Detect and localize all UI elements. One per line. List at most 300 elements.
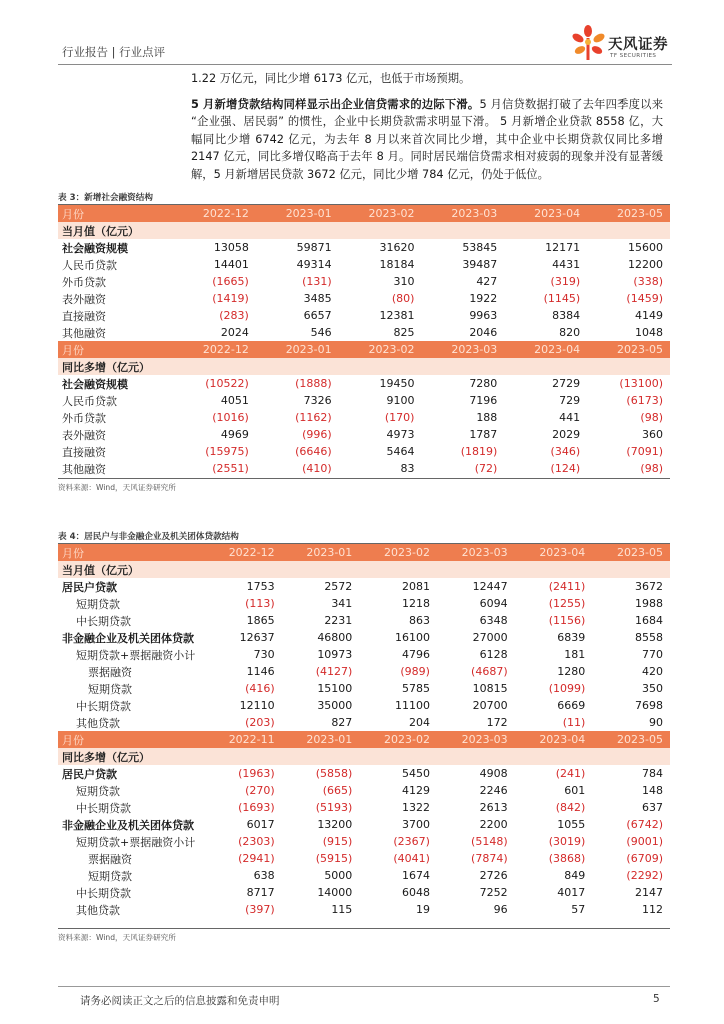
value-cell: 1674 <box>401 869 430 882</box>
paragraph-lead: 5 月新增贷款结构同样显示出企业信贷需求的边际下滑。 <box>191 98 480 111</box>
table-row <box>58 324 670 341</box>
value-cell: 5785 <box>401 682 430 695</box>
value-cell: 1922 <box>469 292 498 305</box>
table-row <box>58 239 670 256</box>
value-cell: 6657 <box>303 309 332 322</box>
header-period-cell: 2023-01 <box>256 205 339 222</box>
value-cell: (1145) <box>543 292 581 305</box>
value-cell: 14000 <box>317 886 353 899</box>
value-cell: 12171 <box>545 241 581 254</box>
value-cell: 1055 <box>557 818 586 831</box>
value-cell: 96 <box>493 903 508 916</box>
value-cell: 825 <box>393 326 415 339</box>
row-label: 外币贷款 <box>62 275 106 289</box>
value-cell: (5858) <box>315 767 353 780</box>
value-cell: 6017 <box>246 818 275 831</box>
value-cell: 8558 <box>635 631 663 644</box>
row-label: 短期贷款 <box>88 869 132 883</box>
value-cell: 6348 <box>479 614 508 627</box>
table-row <box>58 290 670 307</box>
table-row <box>58 426 670 443</box>
value-cell: (124) <box>550 462 581 475</box>
value-cell: 39487 <box>462 258 498 271</box>
paragraph-body: 5 月信贷数据打破了去年四季度以来 “企业强、居民弱” 的惯性，企业中长期贷款需求明显下滑。 5 月新增企业贷款 8558 亿，大幅同比少增 6742 亿元，为去年 8 月以来首次同比少增，其中企业中长期贷款仅同比多增 2147 亿元，同比多增仅略高于去年 8 月。同时居民端信贷需求相对疲弱的现象并没有显著缓解，5 月新增居民贷款 3672 亿元，同比少增 784 亿元，仍处于低位。 <box>191 98 664 181</box>
value-cell: (7874) <box>471 852 508 865</box>
value-cell: 6094 <box>479 597 508 610</box>
company-logo <box>568 24 688 66</box>
value-cell: (2367) <box>393 835 430 848</box>
value-cell: 729 <box>559 394 581 407</box>
header-label-cell: 月份 <box>58 731 204 748</box>
logo-flower-icon <box>568 24 608 66</box>
value-cell: 1048 <box>635 326 663 339</box>
header-label-cell: 月份 <box>58 544 204 561</box>
value-cell: 15100 <box>317 682 353 695</box>
value-cell: (1459) <box>626 292 663 305</box>
section-title: 当月值（亿元） <box>58 561 670 578</box>
value-cell: 9963 <box>469 309 498 322</box>
table-row <box>58 816 670 833</box>
row-label: 居民户贷款 <box>62 767 117 781</box>
value-cell: (80) <box>391 292 415 305</box>
value-cell: 4129 <box>401 784 430 797</box>
footer-disclaimer: 请务必阅读正文之后的信息披露和免责申明 <box>80 995 280 1007</box>
header-label-cell: 月份 <box>58 341 173 358</box>
table-row <box>58 799 670 816</box>
value-cell: (842) <box>555 801 586 814</box>
section-header-row <box>58 748 670 765</box>
footer-divider <box>58 986 670 987</box>
value-cell: 112 <box>642 903 663 916</box>
value-cell: 3485 <box>303 292 332 305</box>
body-paragraph-1: 1.22 万亿元，同比少增 6173 亿元，也低于市场预期。 <box>191 72 471 85</box>
value-cell: 310 <box>393 275 415 288</box>
table-row <box>58 307 670 324</box>
value-cell: 2613 <box>479 801 508 814</box>
value-cell: 546 <box>310 326 332 339</box>
value-cell: (1099) <box>548 682 586 695</box>
value-cell: (1665) <box>212 275 249 288</box>
value-cell: (11) <box>562 716 586 729</box>
value-cell: (3019) <box>548 835 586 848</box>
header-period-cell: 2023-04 <box>515 544 593 561</box>
row-label: 中长期贷款 <box>76 886 131 900</box>
header-period-cell: 2022-11 <box>204 731 282 748</box>
value-cell: 6669 <box>557 699 586 712</box>
value-cell: 181 <box>564 648 586 661</box>
table4-source: 资料来源：Wind，天风证券研究所 <box>58 933 176 942</box>
value-cell: 1865 <box>246 614 275 627</box>
value-cell: 19 <box>415 903 430 916</box>
row-label: 短期贷款 <box>76 597 120 611</box>
value-cell: 12381 <box>379 309 415 322</box>
row-label: 其他贷款 <box>76 716 120 730</box>
value-cell: 350 <box>642 682 663 695</box>
row-label: 直接融资 <box>62 445 106 459</box>
value-cell: (6742) <box>626 818 663 831</box>
body-paragraph-2 <box>191 96 663 183</box>
table-row <box>58 375 670 392</box>
report-category: 行业报告 | 行业点评 <box>62 45 166 59</box>
section-header-row <box>58 561 670 578</box>
value-cell: 1684 <box>635 614 663 627</box>
value-cell: 638 <box>253 869 275 882</box>
header-period-cell: 2023-01 <box>282 544 360 561</box>
value-cell: (319) <box>550 275 581 288</box>
value-cell: (1693) <box>238 801 275 814</box>
row-label: 短期贷款+票据融资小计 <box>76 648 196 662</box>
row-label: 表外融资 <box>62 428 106 442</box>
section-title: 同比多增（亿元） <box>58 358 670 375</box>
row-label: 社会融资规模 <box>62 241 128 255</box>
row-label: 非金融企业及机关团体贷款 <box>62 631 194 645</box>
table-row <box>58 680 670 697</box>
value-cell: 784 <box>642 767 663 780</box>
row-label: 短期贷款 <box>88 682 132 696</box>
value-cell: 2726 <box>479 869 508 882</box>
value-cell: (241) <box>555 767 586 780</box>
table-row <box>58 578 670 595</box>
value-cell: 2147 <box>635 886 663 899</box>
value-cell: (1156) <box>548 614 586 627</box>
value-cell: 13058 <box>213 241 249 254</box>
value-cell: (15975) <box>205 445 249 458</box>
value-cell: 18184 <box>379 258 415 271</box>
value-cell: (1255) <box>548 597 586 610</box>
value-cell: (338) <box>633 275 663 288</box>
value-cell: 5450 <box>401 767 430 780</box>
table-row <box>58 765 670 782</box>
value-cell: 427 <box>476 275 498 288</box>
value-cell: (170) <box>384 411 415 424</box>
value-cell: (1819) <box>460 445 498 458</box>
table-row <box>58 443 670 460</box>
value-cell: (996) <box>302 428 332 441</box>
value-cell: 53845 <box>462 241 498 254</box>
row-label: 短期贷款+票据融资小计 <box>76 835 196 849</box>
table3-source: 资料来源：Wind，天风证券研究所 <box>58 483 176 492</box>
value-cell: (346) <box>550 445 581 458</box>
section-title: 当月值（亿元） <box>58 222 670 239</box>
header-period-cell: 2023-01 <box>256 341 339 358</box>
value-cell: 12637 <box>239 631 275 644</box>
value-cell: 90 <box>649 716 663 729</box>
value-cell: (410) <box>302 462 332 475</box>
value-cell: 3672 <box>635 580 663 593</box>
value-cell: 849 <box>564 869 586 882</box>
table-row <box>58 714 670 731</box>
value-cell: 360 <box>642 428 663 441</box>
table-row <box>58 833 670 850</box>
header-period-cell: 2023-05 <box>592 731 670 748</box>
value-cell: (270) <box>245 784 275 797</box>
page-number: 5 <box>653 993 660 1005</box>
value-cell: 27000 <box>472 631 508 644</box>
value-cell: 4973 <box>386 428 415 441</box>
value-cell: (13100) <box>619 377 663 390</box>
table3-caption: 表 3：新增社会融资结构 <box>58 193 153 203</box>
table4-bottom-rule <box>58 928 670 929</box>
value-cell: 6839 <box>557 631 586 644</box>
table-row <box>58 850 670 867</box>
row-label: 中长期贷款 <box>76 614 131 628</box>
value-cell: 341 <box>331 597 353 610</box>
value-cell: 2231 <box>324 614 353 627</box>
value-cell: 1322 <box>401 801 430 814</box>
table-header-row <box>58 205 670 222</box>
value-cell: 4969 <box>220 428 249 441</box>
value-cell: 7196 <box>469 394 498 407</box>
value-cell: (5193) <box>315 801 353 814</box>
value-cell: 83 <box>400 462 415 475</box>
value-cell: (203) <box>245 716 275 729</box>
section-title: 同比多增（亿元） <box>58 748 670 765</box>
value-cell: 1787 <box>469 428 498 441</box>
value-cell: 204 <box>408 716 430 729</box>
value-cell: 2081 <box>401 580 430 593</box>
value-cell: 420 <box>642 665 663 678</box>
value-cell: 441 <box>559 411 581 424</box>
header-period-cell: 2023-04 <box>504 205 587 222</box>
header-period-cell: 2023-02 <box>339 205 422 222</box>
section-header-row <box>58 222 670 239</box>
table-row <box>58 782 670 799</box>
logo-subtext: TF SECURITIES <box>610 53 657 59</box>
table-row <box>58 612 670 629</box>
value-cell: (665) <box>322 784 353 797</box>
table-row <box>58 256 670 273</box>
table-row <box>58 409 670 426</box>
table-row <box>58 867 670 884</box>
value-cell: (113) <box>245 597 275 610</box>
value-cell: 10815 <box>472 682 508 695</box>
header-period-cell: 2023-02 <box>339 341 422 358</box>
header-period-cell: 2022-12 <box>204 544 282 561</box>
value-cell: 4796 <box>401 648 430 661</box>
row-label: 人民币贷款 <box>62 258 117 272</box>
header-period-cell: 2023-03 <box>437 544 515 561</box>
value-cell: (6646) <box>295 445 332 458</box>
value-cell: 730 <box>253 648 275 661</box>
value-cell: 6048 <box>401 886 430 899</box>
table3-bottom-rule <box>58 478 670 479</box>
header-period-cell: 2023-04 <box>504 341 587 358</box>
value-cell: 2046 <box>469 326 498 339</box>
value-cell: 12200 <box>628 258 663 271</box>
header-period-cell: 2022-12 <box>173 205 256 222</box>
value-cell: (416) <box>245 682 275 695</box>
value-cell: 7326 <box>303 394 332 407</box>
value-cell: 637 <box>642 801 663 814</box>
table-header-row <box>58 731 670 748</box>
value-cell: 2029 <box>552 428 581 441</box>
value-cell: 2729 <box>552 377 581 390</box>
row-label: 中长期贷款 <box>76 699 131 713</box>
value-cell: 601 <box>564 784 586 797</box>
header-label-cell: 月份 <box>58 205 173 222</box>
value-cell: (3868) <box>548 852 586 865</box>
header-period-cell: 2023-03 <box>421 341 504 358</box>
row-label: 社会融资规模 <box>62 377 128 391</box>
header-period-cell: 2023-05 <box>587 205 670 222</box>
value-cell: 863 <box>408 614 430 627</box>
header-period-cell: 2023-03 <box>421 205 504 222</box>
value-cell: 10973 <box>317 648 353 661</box>
table-row <box>58 629 670 646</box>
value-cell: (2303) <box>238 835 275 848</box>
row-label: 外币贷款 <box>62 411 106 425</box>
social-financing-table <box>58 205 670 477</box>
value-cell: 7252 <box>479 886 508 899</box>
header-period-cell: 2022-12 <box>173 341 256 358</box>
value-cell: 2572 <box>324 580 353 593</box>
value-cell: 2200 <box>479 818 508 831</box>
table-row <box>58 460 670 477</box>
value-cell: (2551) <box>212 462 249 475</box>
value-cell: 770 <box>642 648 663 661</box>
value-cell: (9001) <box>626 835 663 848</box>
value-cell: 8384 <box>552 309 581 322</box>
header-period-cell: 2023-01 <box>282 731 360 748</box>
row-label: 票据融资 <box>88 665 132 679</box>
value-cell: (2941) <box>238 852 275 865</box>
value-cell: 148 <box>642 784 663 797</box>
value-cell: 1753 <box>246 580 275 593</box>
value-cell: 20700 <box>472 699 508 712</box>
value-cell: (397) <box>245 903 275 916</box>
value-cell: 14401 <box>213 258 249 271</box>
value-cell: (6173) <box>626 394 663 407</box>
value-cell: 8717 <box>246 886 275 899</box>
table-row <box>58 595 670 612</box>
value-cell: 13200 <box>317 818 353 831</box>
row-label: 其他融资 <box>62 326 106 340</box>
value-cell: 820 <box>559 326 581 339</box>
value-cell: (1419) <box>212 292 249 305</box>
value-cell: 12110 <box>239 699 275 712</box>
row-label: 表外融资 <box>62 292 106 306</box>
value-cell: 5000 <box>324 869 353 882</box>
header-period-cell: 2023-02 <box>359 731 437 748</box>
row-label: 人民币贷款 <box>62 394 117 408</box>
value-cell: 5464 <box>386 445 415 458</box>
row-label: 居民户贷款 <box>62 580 117 594</box>
table-header-row <box>58 341 670 358</box>
value-cell: 6128 <box>479 648 508 661</box>
value-cell: 7280 <box>469 377 498 390</box>
value-cell: 4431 <box>552 258 581 271</box>
value-cell: 16100 <box>394 631 430 644</box>
table-row <box>58 901 670 918</box>
value-cell: (131) <box>302 275 332 288</box>
header-period-cell: 2023-04 <box>515 731 593 748</box>
value-cell: (4041) <box>393 852 430 865</box>
value-cell: (1016) <box>212 411 249 424</box>
row-label: 中长期贷款 <box>76 801 131 815</box>
header-period-cell: 2023-05 <box>587 341 670 358</box>
table4-caption: 表 4：居民户与非金融企业及机关团体贷款结构 <box>58 532 239 542</box>
value-cell: 7698 <box>635 699 663 712</box>
value-cell: (98) <box>640 462 663 475</box>
value-cell: 9100 <box>386 394 415 407</box>
value-cell: 2246 <box>479 784 508 797</box>
table-header-row <box>58 544 670 561</box>
value-cell: (10522) <box>205 377 249 390</box>
value-cell: 1218 <box>401 597 430 610</box>
value-cell: 115 <box>331 903 353 916</box>
value-cell: 3700 <box>401 818 430 831</box>
value-cell: (989) <box>400 665 430 678</box>
row-label: 直接融资 <box>62 309 106 323</box>
value-cell: 59871 <box>296 241 332 254</box>
value-cell: 4149 <box>635 309 663 322</box>
header-divider <box>58 64 672 65</box>
value-cell: (4687) <box>471 665 508 678</box>
row-label: 票据融资 <box>88 852 132 866</box>
value-cell: 827 <box>331 716 353 729</box>
value-cell: (5915) <box>315 852 353 865</box>
value-cell: 12447 <box>472 580 508 593</box>
section-header-row <box>58 358 670 375</box>
value-cell: 35000 <box>317 699 353 712</box>
header-period-cell: 2023-05 <box>592 544 670 561</box>
loan-structure-table <box>58 544 670 918</box>
table-row <box>58 273 670 290</box>
value-cell: (7091) <box>626 445 663 458</box>
value-cell: (2292) <box>626 869 663 882</box>
value-cell: 1280 <box>557 665 586 678</box>
value-cell: 4908 <box>479 767 508 780</box>
value-cell: (4127) <box>315 665 353 678</box>
value-cell: (915) <box>322 835 353 848</box>
table-row <box>58 884 670 901</box>
value-cell: (1963) <box>238 767 275 780</box>
header-period-cell: 2023-03 <box>437 731 515 748</box>
value-cell: 188 <box>476 411 498 424</box>
value-cell: (1888) <box>295 377 332 390</box>
value-cell: 1146 <box>246 665 275 678</box>
row-label: 其他贷款 <box>76 903 120 917</box>
value-cell: (283) <box>219 309 249 322</box>
value-cell: 31620 <box>379 241 415 254</box>
value-cell: 1988 <box>635 597 663 610</box>
value-cell: 46800 <box>317 631 353 644</box>
table-row <box>58 663 670 680</box>
value-cell: 11100 <box>394 699 430 712</box>
logo-text: 天风证券 <box>608 37 668 53</box>
value-cell: 172 <box>486 716 508 729</box>
value-cell: (5148) <box>471 835 508 848</box>
value-cell: (98) <box>640 411 663 424</box>
value-cell: (1162) <box>295 411 332 424</box>
value-cell: 2024 <box>220 326 249 339</box>
header-period-cell: 2023-02 <box>359 544 437 561</box>
value-cell: 49314 <box>296 258 332 271</box>
value-cell: 57 <box>571 903 586 916</box>
value-cell: (2411) <box>548 580 586 593</box>
row-label: 短期贷款 <box>76 784 120 798</box>
value-cell: 19450 <box>379 377 415 390</box>
value-cell: (6709) <box>626 852 663 865</box>
table-row <box>58 392 670 409</box>
value-cell: (72) <box>474 462 498 475</box>
value-cell: 15600 <box>628 241 663 254</box>
table-row <box>58 646 670 663</box>
value-cell: 4051 <box>220 394 249 407</box>
value-cell: 4017 <box>557 886 586 899</box>
row-label: 其他融资 <box>62 462 106 476</box>
table-row <box>58 697 670 714</box>
